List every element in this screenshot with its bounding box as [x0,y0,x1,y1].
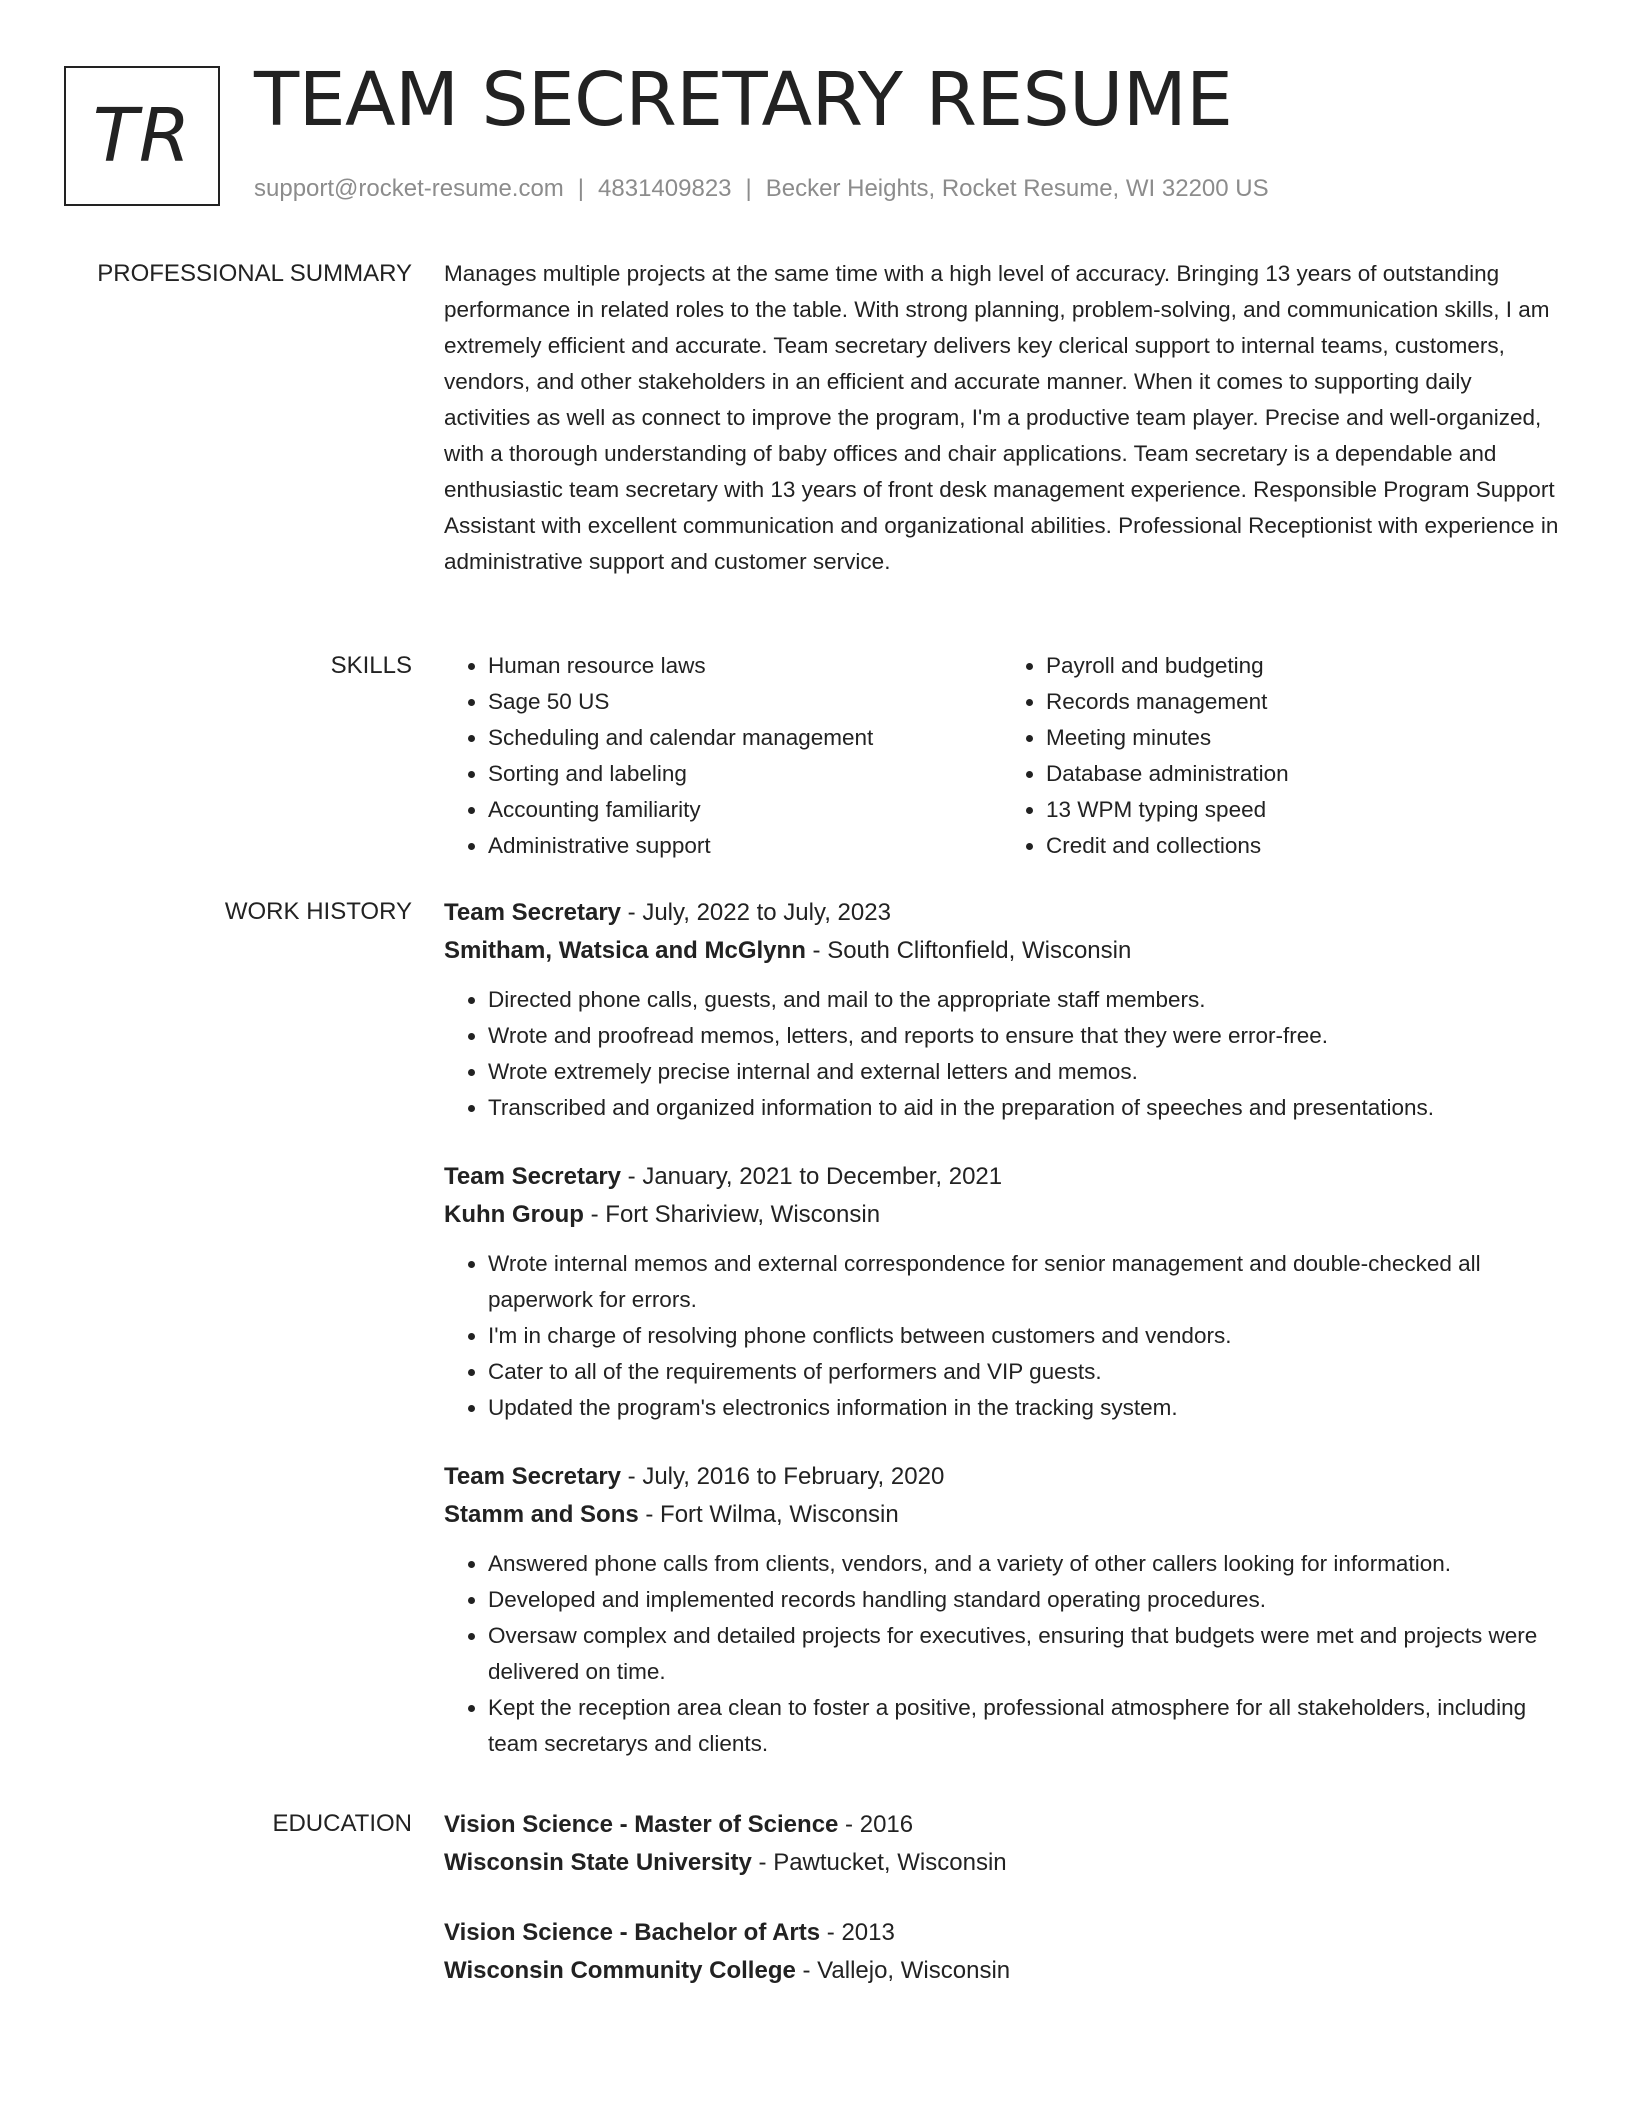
list-item: • Kept the reception area clean to foster a positive, professional atmosphere for all stakeholders, including team secretarys and clients. [488,1690,1560,1762]
contact-separator: | [577,175,585,202]
job-company-line [444,1496,1560,1534]
summary-text: Manages multiple projects at the same time with a high level of accuracy. Bringing 13 years of outstanding performance in related roles to the table. With strong planning, problem-solving, and communication skills, I am extremely efficient and accurate. Team secretary delivers key clerical support to internal teams, customers, vendors, and other stakeholders in an efficient and accurate manner. When it comes to supporting daily activities as well as connect to improve the program, I'm a productive team player. Precise and well-organized, with a thorough understanding of baby offices and chair applications. Team secretary is a dependable and enthusiastic team secretary with 13 years of front desk management experience. Responsible Program Support Assistant with excellent communication and organizational abilities. Professional Receptionist with experience in administrative support and customer service. [444,261,1559,574]
list-item: • Updated the program's electronics information in the tracking system. [488,1390,1560,1426]
monogram-badge [64,66,220,206]
list-item: • Sage 50 US [488,684,1002,720]
job-entry [444,894,1560,1126]
job-company-line [444,1196,1560,1234]
job-duties [444,1246,1560,1426]
skills-heading: SKILLS [330,652,412,679]
job-title: Team Secretary [444,1463,621,1490]
list-item: • Payroll and budgeting [1046,648,1560,684]
school-line [444,1952,1560,1990]
contact-email[interactable]: support@rocket-resume.com [254,175,564,202]
job-title-line [444,1458,1560,1496]
list-item: • Wrote extremely precise internal and external letters and memos. [488,1054,1560,1090]
list-item: • Answered phone calls from clients, vendors, and a variety of other callers looking for information. [488,1546,1560,1582]
list-item: • Database administration [1046,756,1560,792]
work-history-heading: WORK HISTORY [224,898,412,925]
job-duties [444,1546,1560,1762]
job-location: - South Cliftonfield, Wisconsin [805,937,1132,964]
list-item: • Developed and implemented records handling standard operating procedures. [488,1582,1560,1618]
list-item: • I'm in charge of resolving phone conflicts between customers and vendors. [488,1318,1560,1354]
job-title-line [444,1158,1560,1196]
degree-name: Vision Science - Master of Science [444,1811,839,1838]
list-item: • 13 WPM typing speed [1046,792,1560,828]
job-location: - Fort Shariview, Wisconsin [583,1201,881,1228]
job-dates: - July, 2016 to February, 2020 [621,1463,945,1490]
school-line [444,1844,1560,1882]
education-entry [444,1806,1560,1882]
job-title: Team Secretary [444,1163,621,1190]
job-title: Team Secretary [444,899,621,926]
list-item: • Oversaw complex and detailed projects for executives, ensuring that budgets were met and projects were delivered on time. [488,1618,1560,1690]
job-entry [444,1458,1560,1762]
job-duties [444,982,1560,1126]
job-company: Smitham, Watsica and McGlynn [444,937,806,964]
list-item: • Administrative support [488,828,1002,864]
job-company: Stamm and Sons [444,1501,639,1528]
skills-list-right [1002,648,1560,864]
job-dates: - July, 2022 to July, 2023 [621,899,891,926]
school-location: - Vallejo, Wisconsin [795,1957,1011,1984]
skills-body [444,648,1560,864]
degree-year: - 2013 [820,1919,895,1946]
contact-line [254,174,1269,204]
list-item: • Directed phone calls, guests, and mail to the appropriate staff members. [488,982,1560,1018]
monogram-initials: TR [92,93,192,179]
degree-line [444,1806,1560,1844]
degree-name: Vision Science - Bachelor of Arts [444,1919,821,1946]
list-item: • Cater to all of the requirements of performers and VIP guests. [488,1354,1560,1390]
list-item: • Sorting and labeling [488,756,1002,792]
list-item: • Accounting familiarity [488,792,1002,828]
degree-year: - 2016 [838,1811,914,1838]
contact-phone[interactable]: 4831409823 [598,175,732,202]
job-dates: - January, 2021 to December, 2021 [621,1163,1003,1190]
education-body [444,1806,1560,2022]
job-company-line [444,932,1560,970]
education-heading: EDUCATION [272,1810,412,1837]
summary-body [444,256,1560,580]
school-name: Wisconsin State University [444,1849,752,1876]
work-history-body [444,894,1560,1794]
skills-list-left [444,648,1002,864]
school-name: Wisconsin Community College [444,1957,796,1984]
list-item: • Scheduling and calendar management [488,720,1002,756]
list-item: • Credit and collections [1046,828,1560,864]
list-item: • Transcribed and organized information to aid in the preparation of speeches and presentations. [488,1090,1560,1126]
degree-line [444,1914,1560,1952]
contact-address: Becker Heights, Rocket Resume, WI 32200 US [765,175,1269,202]
job-entry [444,1158,1560,1426]
job-location: - Fort Wilma, Wisconsin [638,1501,899,1528]
list-item: • Wrote and proofread memos, letters, and reports to ensure that they were error-free. [488,1018,1560,1054]
list-item: • Wrote internal memos and external correspondence for senior management and double-checked all paperwork for errors. [488,1246,1560,1318]
list-item: • Human resource laws [488,648,1002,684]
list-item: • Meeting minutes [1046,720,1560,756]
list-item: • Records management [1046,684,1560,720]
job-title-line [444,894,1560,932]
job-company: Kuhn Group [444,1201,584,1228]
education-entry [444,1914,1560,1990]
contact-separator: | [745,175,752,202]
school-location: - Pawtucket, Wisconsin [751,1849,1007,1876]
summary-heading: PROFESSIONAL SUMMARY [97,260,412,287]
resume-title: TEAM SECRETARY RESUME [254,57,1233,143]
